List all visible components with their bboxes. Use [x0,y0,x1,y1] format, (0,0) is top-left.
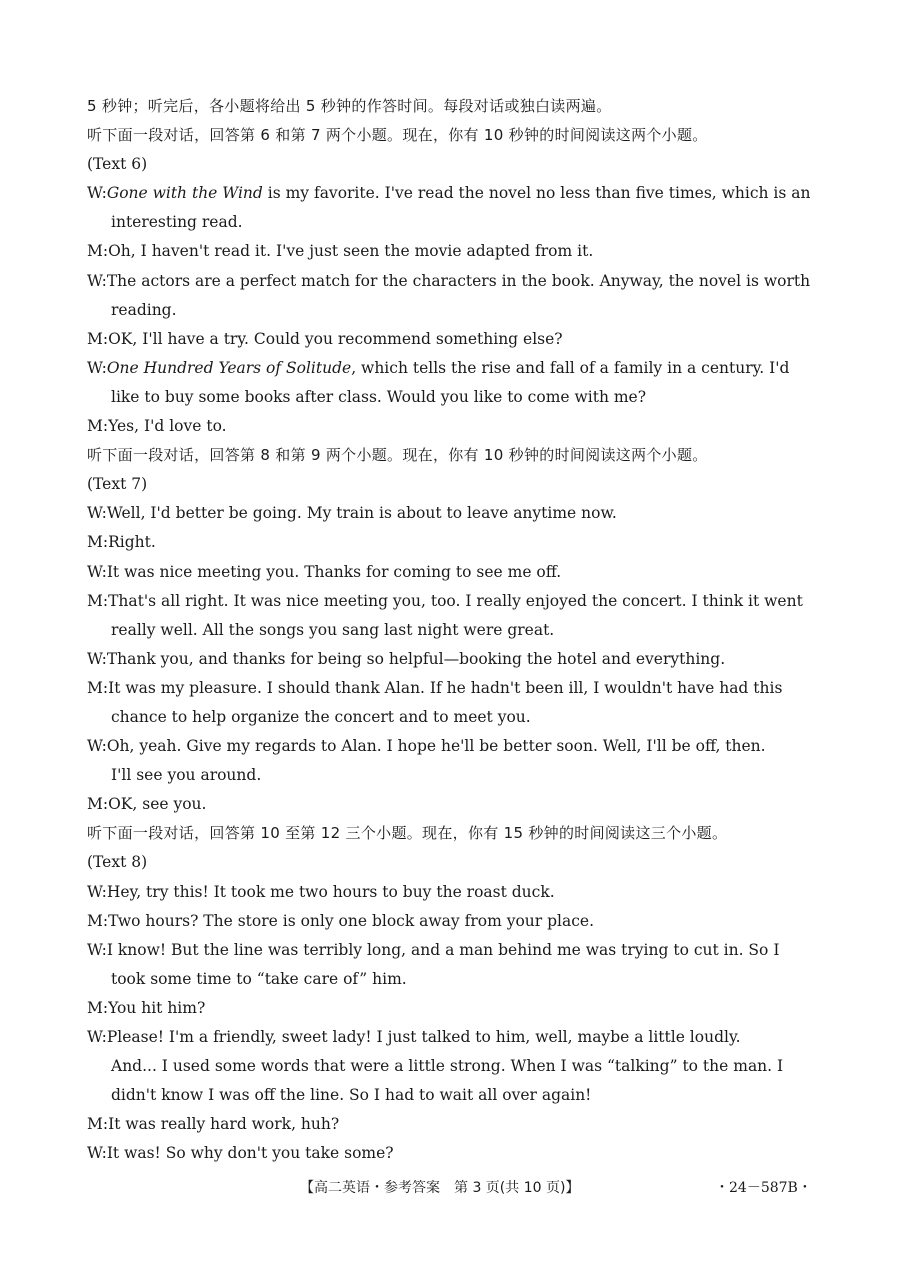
speaker-w: W: [87,271,107,290]
dialogue-continuation: And... I used some words that were a little strong. When I was “talking” to the man. I [111,1057,784,1076]
speaker-m: M: [87,795,109,814]
dialogue-continuation: didn't know I was off the line. So I had to wait all over again! [111,1086,592,1105]
dialogue-continuation: chance to help organize the concert and to meet you. [111,707,531,726]
dialogue-line [87,732,817,761]
dialogue-line [87,994,817,1023]
dialogue-line [87,790,817,819]
dialogue-line [87,878,817,907]
dialogue-continuation: like to buy some books after class. Would you like to come with me? [111,387,647,406]
dialogue-text: , which tells the rise and fall of a family in a century. I'd [351,358,790,377]
dialogue-line [87,907,817,936]
text-heading [87,470,817,499]
dialogue-line [87,1023,817,1052]
dialogue-line [87,499,817,528]
dialogue-text: Oh, I haven't read it. I've just seen the movie adapted from it. [108,242,594,261]
dialogue-continuation: interesting read. [111,213,243,232]
dialogue-line [87,936,817,965]
dialogue-text: Thank you, and thanks for being so helpful—booking the hotel and everything. [106,649,726,668]
speaker-m: M: [87,1115,109,1134]
dialogue-line [87,325,817,354]
dialogue-text: OK, I'll have a try. Could you recommend something else? [108,329,563,348]
speaker-w: W: [87,1028,107,1046]
dialogue-line [87,528,817,557]
dialogue-text: Oh, yeah. Give my regards to Alan. I hope he'll be better soon. Well, I'll be off, then. [106,737,766,756]
text-heading-label: (Text 6) [87,155,148,174]
dialogue-line [87,1139,817,1168]
dialogue-line [87,558,817,587]
dialogue-line [87,1110,817,1139]
speaker-m: M: [87,417,109,436]
speaker-w: W: [87,737,107,756]
dialogue-text: Right. [108,533,156,552]
footer-page-info: 【高二英语・参考答案 第 3 页(共 10 页)】 [300,1180,580,1196]
dialogue-continuation: took some time to “take care of” him. [111,969,407,988]
speaker-w: W: [87,882,107,901]
dialogue-text: Hey, try this! It took me two hours to buy the roast duck. [106,882,555,901]
dialogue-line [87,179,817,208]
instruction-line: 听下面一段对话，回答第 8 和第 9 两个小题。现在，你有 10 秒钟的时间阅读这两个小题。 [87,446,708,465]
dialogue-continuation: really well. All the songs you sang last night were great. [111,620,555,639]
footer-doc-code: ・24－587B・ [715,1180,812,1196]
speaker-m: M: [87,998,109,1017]
speaker-w: W: [87,358,107,377]
speaker-w: W: [87,184,107,203]
dialogue-line [87,237,817,266]
speaker-m: M: [87,533,109,552]
dialogue-line [87,354,817,383]
speaker-m: M: [87,911,109,930]
dialogue-line [87,674,817,703]
text-heading-label: (Text 7) [87,475,148,494]
instruction-line: 听下面一段对话，回答第 10 至第 12 三个小题。现在，你有 15 秒钟的时间阅读这三个小题。 [87,824,728,843]
dialogue-text: Two hours? The store is only one block away from your place. [108,911,595,930]
dialogue-text: It was! So why don't you take some? [106,1144,394,1163]
text-heading [87,150,817,179]
dialogue-line [87,267,817,296]
instruction-line: 5 秒钟；听完后，各小题将给出 5 秒钟的作答时间。每段对话或独白读两遍。 [87,97,612,115]
dialogue-text: I know! But the line was terribly long, and a man behind me was trying to cut in. So I [106,940,780,959]
text-heading-label: (Text 8) [87,853,148,872]
dialogue-text: That's all right. It was nice meeting you, too. I really enjoyed the concert. I think it went [108,591,803,610]
answer-page-body [87,92,817,1168]
dialogue-continuation: I'll see you around. [111,766,262,785]
speaker-m: M: [87,591,109,610]
speaker-w: W: [87,649,107,668]
dialogue-text: You hit him? [108,998,206,1017]
dialogue-line [87,645,817,674]
book-title: Gone with the Wind [106,184,263,203]
speaker-m: M: [87,678,109,697]
speaker-m: M: [87,242,109,261]
dialogue-text: It was my pleasure. I should thank Alan. If he hadn't been ill, I wouldn't have had this [108,678,783,697]
dialogue-text: Yes, I'd love to. [108,417,227,436]
dialogue-text: is my favorite. I've read the novel no less than five times, which is an [262,184,811,203]
dialogue-text: The actors are a perfect match for the characters in the book. Anyway, the novel is worth [106,271,811,290]
dialogue-line [87,412,817,441]
speaker-w: W: [87,562,107,581]
dialogue-text: It was really hard work, huh? [108,1115,340,1134]
speaker-m: M: [87,329,109,348]
text-heading [87,848,817,877]
speaker-w: W: [87,1144,107,1163]
book-title: One Hundred Years of Solitude [106,358,352,377]
speaker-w: W: [87,940,107,959]
speaker-w: W: [87,504,107,523]
dialogue-continuation: reading. [111,300,177,319]
dialogue-text: OK, see you. [108,795,207,814]
instruction-line: 听下面一段对话，回答第 6 和第 7 两个小题。现在，你有 10 秒钟的时间阅读这两个小题。 [87,126,708,145]
dialogue-line [87,587,817,616]
dialogue-text: It was nice meeting you. Thanks for coming to see me off. [106,562,562,581]
dialogue-text: Well, I'd better be going. My train is about to leave anytime now. [106,504,617,523]
dialogue-text: Please! I'm a friendly, sweet lady! I just talked to him, well, maybe a little loudly. [106,1028,741,1046]
